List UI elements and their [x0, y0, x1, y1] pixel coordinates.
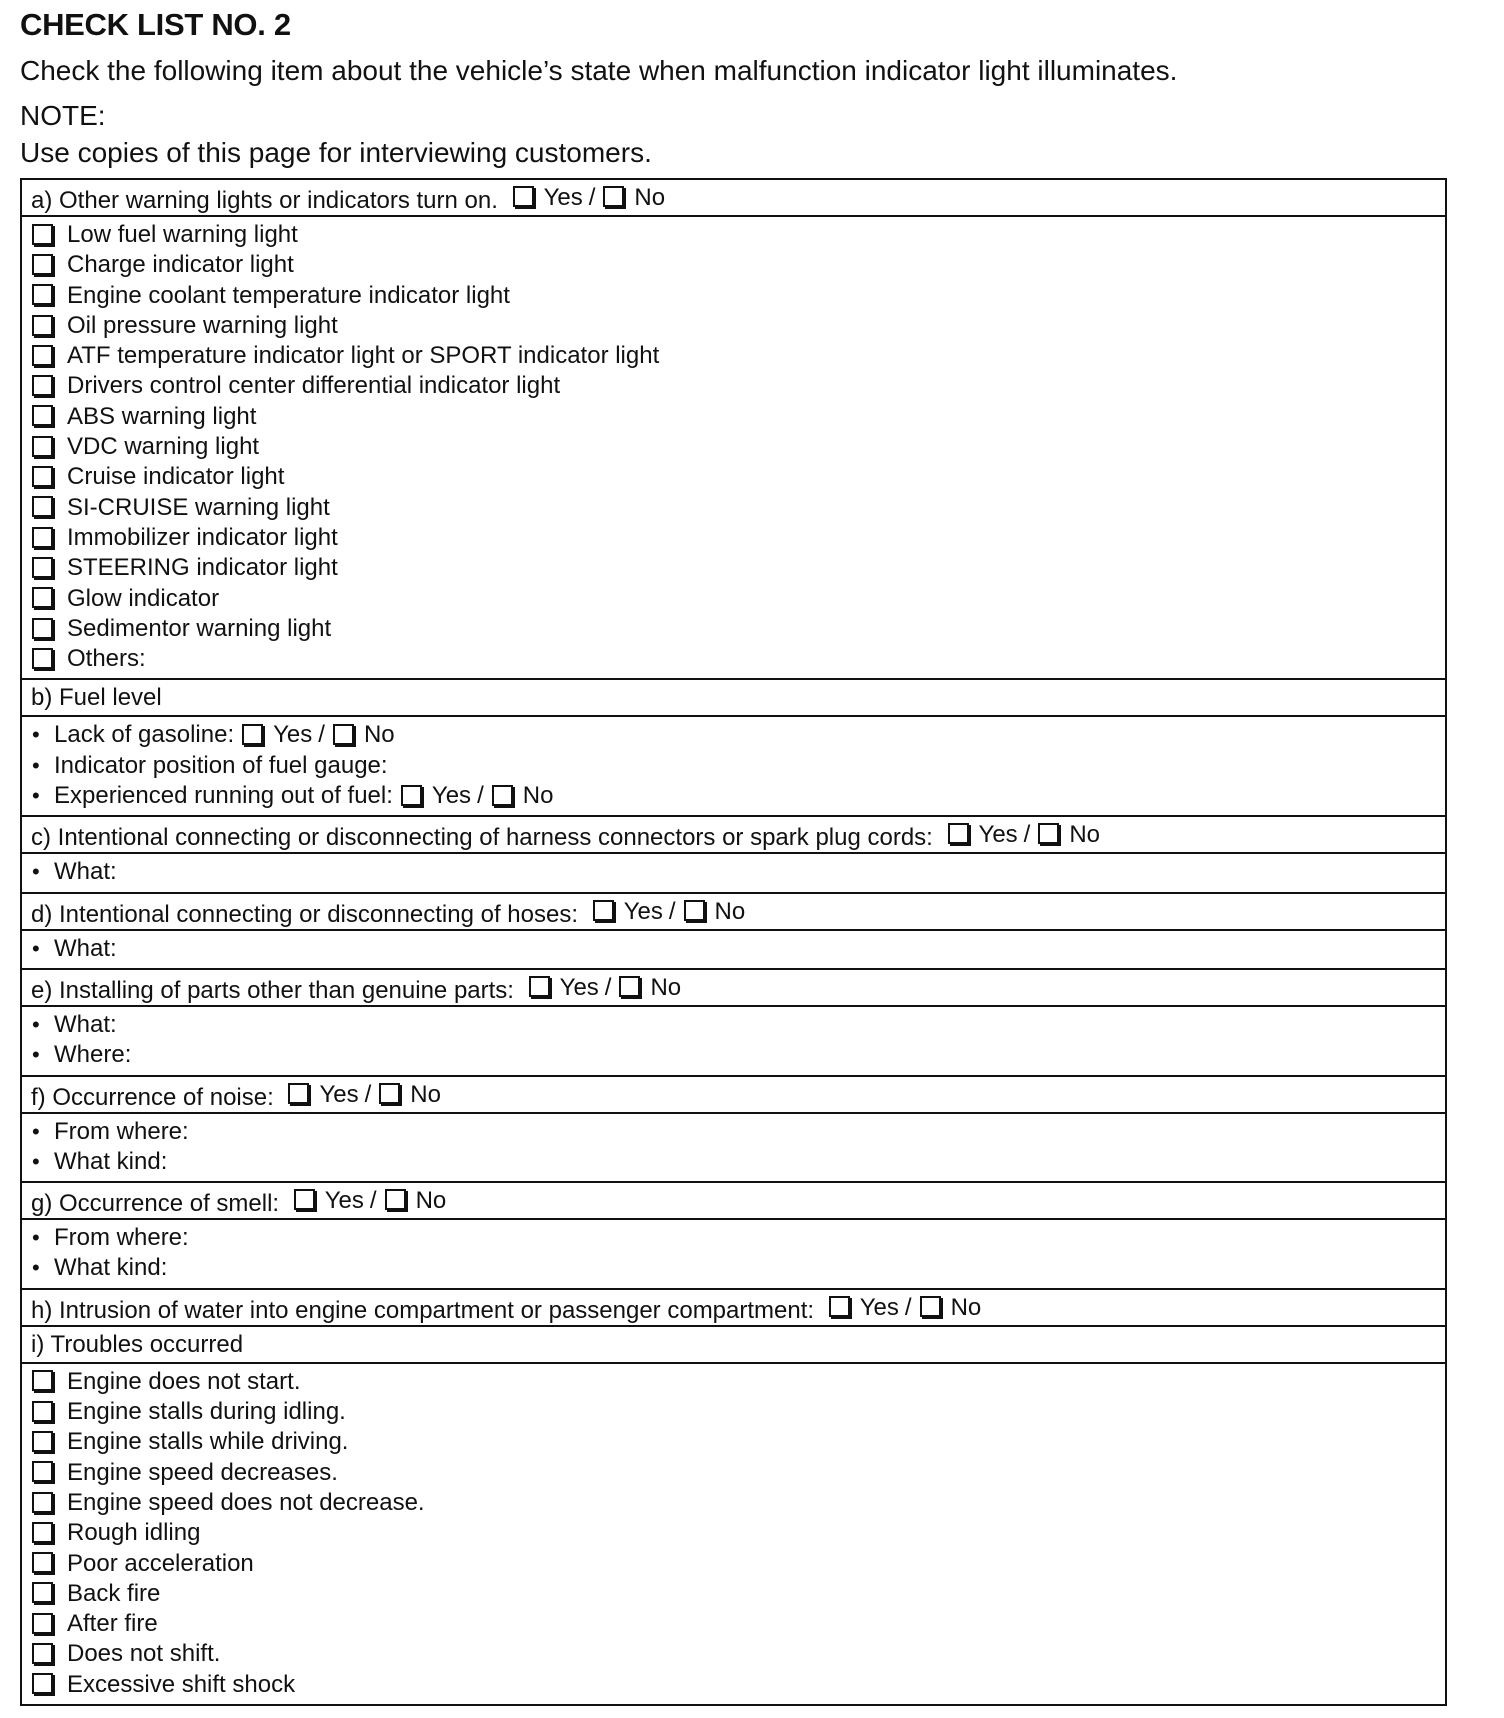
checklist-item: [22, 371, 1445, 401]
slash-separator: /: [369, 1187, 377, 1215]
section-e: [22, 968, 1445, 1075]
section-i-header: i) Troubles occurred: [31, 1330, 244, 1358]
item-checkbox[interactable]: [32, 1613, 53, 1634]
item-checkbox[interactable]: [32, 587, 53, 608]
no-checkbox[interactable]: [385, 1189, 406, 1210]
yes-label: Yes: [273, 721, 313, 749]
checklist-item: [22, 1579, 1445, 1609]
item-label: SI-CRUISE warning light: [67, 493, 330, 521]
item-label: Engine stalls while driving.: [67, 1428, 349, 1456]
item-label: Rough idling: [67, 1519, 201, 1547]
checklist-item: [22, 1609, 1445, 1639]
item-label: Drivers control center differential indicator light: [67, 372, 561, 400]
item-label: Immobilizer indicator light: [67, 523, 338, 551]
section-a: [22, 180, 1445, 678]
yes-no-group: [585, 894, 746, 929]
item-checkbox[interactable]: [32, 1552, 53, 1573]
item-checkbox[interactable]: [32, 284, 53, 305]
item-checkbox[interactable]: [32, 466, 53, 487]
yes-no-group: [940, 817, 1101, 852]
section-c-list: [22, 852, 1445, 891]
item-checkbox[interactable]: [32, 1643, 53, 1664]
item-checkbox[interactable]: [32, 375, 53, 396]
item-checkbox[interactable]: [32, 557, 53, 578]
no-label: No: [950, 1293, 982, 1321]
section-i-list: [22, 1362, 1445, 1704]
bullet-item: [22, 1040, 1445, 1070]
section-g-title: g) Occurrence of smell:: [31, 1190, 280, 1218]
item-label: ATF temperature indicator light or SPORT indicator light: [67, 342, 660, 370]
bullet-item: [22, 1253, 1445, 1283]
yes-checkbox[interactable]: [529, 976, 550, 997]
item-checkbox[interactable]: [32, 1370, 53, 1391]
section-b: [22, 678, 1445, 815]
yes-checkbox[interactable]: [401, 785, 422, 806]
bullet-item: [22, 751, 1445, 781]
bullet-item: [22, 857, 1445, 887]
checklist-item: [22, 432, 1445, 462]
no-checkbox[interactable]: [333, 724, 354, 745]
yes-label: Yes: [324, 1187, 364, 1215]
item-checkbox[interactable]: [32, 436, 53, 457]
section-b-list: [22, 715, 1445, 815]
item-checkbox[interactable]: [32, 1582, 53, 1603]
item-label: Poor acceleration: [67, 1549, 254, 1577]
bullet-icon: •: [32, 1011, 40, 1037]
item-label: Sedimentor warning light: [67, 614, 332, 642]
item-label: ABS warning light: [67, 402, 257, 430]
yes-checkbox[interactable]: [513, 186, 534, 207]
section-b-header: b) Fuel level: [31, 684, 162, 712]
item-label: Engine speed decreases.: [67, 1458, 338, 1486]
yes-no-group: [505, 180, 666, 215]
item-checkbox[interactable]: [32, 345, 53, 366]
item-checkbox[interactable]: [32, 1522, 53, 1543]
section-e-title: e) Installing of parts other than genuine parts:: [31, 976, 514, 1004]
yes-label: Yes: [319, 1080, 359, 1108]
item-label: What kind:: [54, 1254, 168, 1282]
bullet-icon: •: [32, 722, 40, 748]
section-a-list: [22, 215, 1445, 678]
checklist-item: [22, 1488, 1445, 1518]
no-checkbox[interactable]: [1038, 823, 1059, 844]
item-label: From where:: [54, 1117, 189, 1145]
yes-checkbox[interactable]: [593, 900, 614, 921]
section-g-list: [22, 1218, 1445, 1288]
bullet-item: [22, 1223, 1445, 1253]
yes-checkbox[interactable]: [829, 1296, 850, 1317]
slash-separator: /: [1023, 821, 1031, 849]
section-e-header: [22, 970, 1445, 1005]
yes-no-group: [521, 970, 682, 1005]
item-label: Where:: [54, 1041, 132, 1069]
slash-separator: /: [318, 721, 325, 749]
checklist-item: [22, 1639, 1445, 1669]
yes-no-group: [234, 720, 395, 750]
bullet-icon: •: [32, 752, 40, 778]
no-label: No: [650, 973, 682, 1001]
item-label: Engine does not start.: [67, 1367, 301, 1395]
no-checkbox[interactable]: [684, 900, 705, 921]
item-label: Lack of gasoline:: [54, 721, 235, 749]
section-g-header: [22, 1183, 1445, 1218]
checklist-item: [22, 1397, 1445, 1427]
bullet-item: [22, 1010, 1445, 1040]
checklist-item: [22, 311, 1445, 341]
item-label: Does not shift.: [67, 1640, 221, 1668]
yes-label: Yes: [623, 897, 663, 925]
section-c-title: c) Intentional connecting or disconnecting of harness connectors or spark plug cords:: [31, 824, 933, 852]
item-checkbox[interactable]: [32, 1492, 53, 1513]
section-f-list: [22, 1112, 1445, 1182]
checklist-item: [22, 402, 1445, 432]
slash-separator: /: [904, 1293, 912, 1321]
item-label: Experienced running out of fuel:: [54, 782, 393, 810]
checklist-item: [22, 614, 1445, 644]
checklist-form: [20, 178, 1447, 1706]
item-checkbox[interactable]: [32, 405, 53, 426]
slash-separator: /: [364, 1080, 372, 1108]
yes-label: Yes: [559, 973, 599, 1001]
item-checkbox[interactable]: [32, 1461, 53, 1482]
section-a-title: a) Other warning lights or indicators turn on.: [31, 187, 498, 214]
slash-separator: /: [477, 782, 484, 810]
checklist-item: [22, 1670, 1445, 1700]
yes-no-group: [393, 781, 554, 811]
bullet-icon: •: [32, 1255, 40, 1281]
yes-checkbox[interactable]: [948, 823, 969, 844]
no-label: No: [522, 782, 554, 810]
item-label: VDC warning light: [67, 433, 260, 461]
no-checkbox[interactable]: [920, 1296, 941, 1317]
yes-checkbox[interactable]: [294, 1189, 315, 1210]
bullet-item: [22, 934, 1445, 964]
item-label: What kind:: [54, 1147, 168, 1175]
bullet-icon: •: [32, 859, 40, 885]
item-label: Indicator position of fuel gauge:: [54, 751, 388, 779]
item-label: Oil pressure warning light: [67, 311, 338, 339]
checklist-page: [20, 0, 1450, 1706]
note-text: Use copies of this page for interviewing customers.: [20, 137, 652, 168]
section-i: [22, 1325, 1445, 1704]
section-f-header: [22, 1077, 1445, 1112]
section-c: [22, 815, 1445, 891]
slash-separator: /: [604, 973, 612, 1001]
item-checkbox[interactable]: [32, 648, 53, 669]
no-label: No: [1069, 821, 1101, 849]
item-label: Engine coolant temperature indicator light: [67, 281, 510, 309]
yes-label: Yes: [543, 184, 583, 211]
section-h: [22, 1288, 1445, 1325]
bullet-icon: •: [32, 1042, 40, 1068]
section-d-list: [22, 929, 1445, 968]
checklist-item: [22, 493, 1445, 523]
no-checkbox[interactable]: [619, 976, 640, 997]
bullet-icon: •: [32, 783, 40, 809]
yes-checkbox[interactable]: [242, 724, 263, 745]
item-label: What:: [54, 858, 117, 886]
item-checkbox[interactable]: [32, 1673, 53, 1694]
checklist-item: [22, 1367, 1445, 1397]
section-a-header: [22, 180, 1445, 215]
item-label: Excessive shift shock: [67, 1670, 296, 1698]
yes-label: Yes: [431, 782, 472, 810]
item-checkbox[interactable]: [32, 224, 53, 245]
no-label: No: [415, 1187, 447, 1215]
yes-no-group: [280, 1077, 441, 1112]
section-f-title: f) Occurrence of noise:: [31, 1083, 274, 1111]
bullet-icon: •: [32, 935, 40, 961]
checklist-item: [22, 1427, 1445, 1457]
item-label: Back fire: [67, 1579, 161, 1607]
item-label: Low fuel warning light: [67, 221, 298, 248]
checklist-item: [22, 281, 1445, 311]
slash-separator: /: [588, 184, 596, 211]
section-c-header: [22, 817, 1445, 852]
item-label: What:: [54, 1010, 117, 1038]
yes-label: Yes: [859, 1293, 899, 1321]
section-h-header: [22, 1290, 1445, 1325]
item-label: Engine speed does not decrease.: [67, 1488, 425, 1516]
bullet-item: [22, 781, 1445, 811]
bullet-item: [22, 1147, 1445, 1177]
no-label: No: [714, 897, 746, 925]
item-label: Cruise indicator light: [67, 463, 285, 491]
no-checkbox[interactable]: [603, 186, 624, 207]
bullet-icon: •: [32, 1225, 40, 1251]
section-d-title: d) Intentional connecting or disconnecting of hoses:: [31, 900, 579, 928]
yes-no-group: [821, 1290, 982, 1325]
no-label: No: [410, 1080, 441, 1108]
checklist-item: [22, 1458, 1445, 1488]
checklist-item: [22, 1518, 1445, 1548]
section-e-list: [22, 1005, 1445, 1075]
slash-separator: /: [668, 897, 676, 925]
section-g: [22, 1181, 1445, 1288]
item-label: After fire: [67, 1610, 158, 1638]
item-label: Engine stalls during idling.: [67, 1398, 346, 1426]
checklist-item: [22, 584, 1445, 614]
item-checkbox[interactable]: [32, 315, 53, 336]
item-checkbox[interactable]: [32, 527, 53, 548]
bullet-item: [22, 1117, 1445, 1147]
yes-no-group: [286, 1183, 447, 1218]
item-checkbox[interactable]: [32, 1401, 53, 1422]
no-checkbox[interactable]: [492, 785, 513, 806]
item-label: Others:: [67, 645, 146, 673]
checklist-item: [22, 553, 1445, 583]
intro-text: Check the following item about the vehicle’s state when malfunction indicator light illuminates.: [20, 55, 1178, 86]
item-label: Glow indicator: [67, 584, 220, 612]
item-label: What:: [54, 934, 117, 962]
no-checkbox[interactable]: [379, 1083, 400, 1104]
section-d: [22, 892, 1445, 968]
checklist-item: [22, 1549, 1445, 1579]
yes-checkbox[interactable]: [288, 1083, 309, 1104]
checklist-item: [22, 341, 1445, 371]
item-label: STEERING indicator light: [67, 554, 338, 582]
checklist-item: [22, 523, 1445, 553]
section-h-title: h) Intrusion of water into engine compartment or passenger compartment:: [31, 1296, 815, 1324]
note-label: NOTE:: [20, 100, 106, 131]
yes-label: Yes: [978, 821, 1018, 849]
no-label: No: [634, 184, 666, 211]
checklist-item: [22, 462, 1445, 492]
item-checkbox[interactable]: [32, 618, 53, 639]
checklist-item: [22, 250, 1445, 280]
bullet-icon: •: [32, 1118, 40, 1144]
checklist-item: [22, 644, 1445, 674]
item-checkbox[interactable]: [32, 496, 53, 517]
page-title: CHECK LIST NO. 2: [20, 7, 291, 42]
section-d-header: [22, 894, 1445, 929]
bullet-item: [22, 720, 1445, 750]
item-checkbox[interactable]: [32, 254, 53, 275]
no-label: No: [363, 721, 395, 749]
item-label: Charge indicator light: [67, 251, 294, 279]
bullet-icon: •: [32, 1148, 40, 1174]
section-f: [22, 1075, 1445, 1182]
item-label: From where:: [54, 1224, 189, 1252]
checklist-item: [22, 220, 1445, 250]
item-checkbox[interactable]: [32, 1431, 53, 1452]
